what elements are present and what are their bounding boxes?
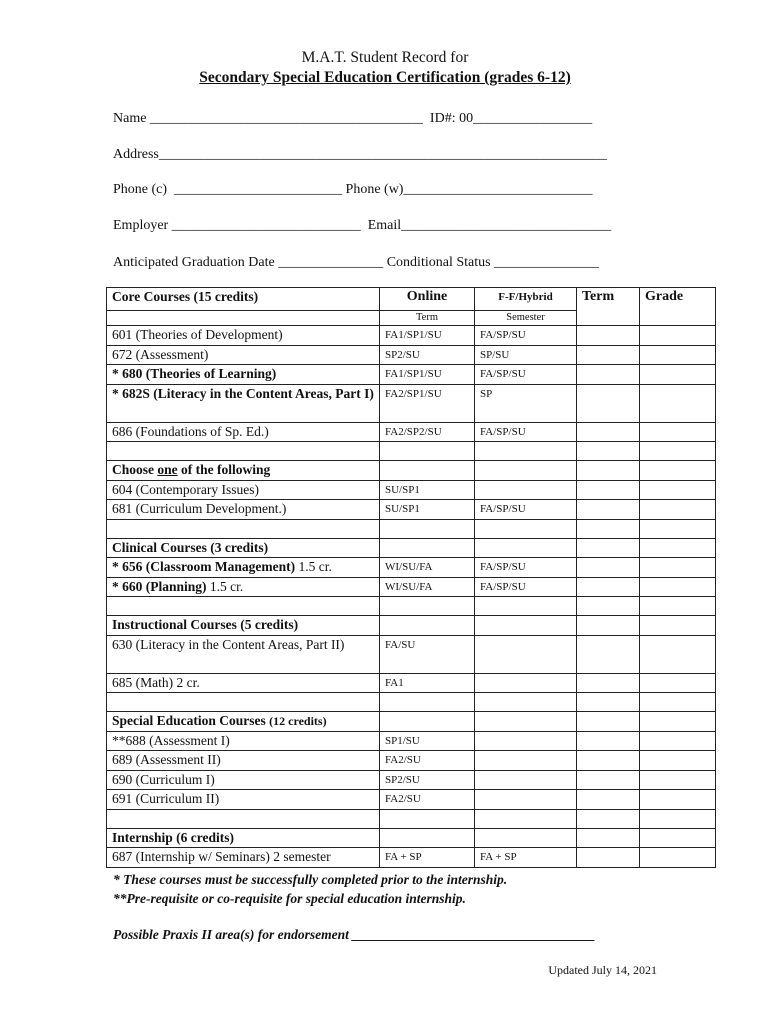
term-cell[interactable] <box>577 790 640 810</box>
special-ed-courses-heading: Special Education Courses (12 credits) <box>107 712 380 732</box>
table-row <box>107 577 716 597</box>
ff-semester-cell: SP/SU <box>475 345 577 365</box>
term-cell[interactable] <box>577 422 640 442</box>
term-cell[interactable] <box>577 770 640 790</box>
table-row <box>107 731 716 751</box>
course-656: * 656 (Classroom Management) 1.5 cr. <box>107 558 380 578</box>
ff-semester-subheader: Semester <box>506 312 545 323</box>
course-689: 689 (Assessment II) <box>107 751 380 771</box>
table-row <box>107 365 716 385</box>
term-header: Term <box>577 288 640 326</box>
address-field[interactable]: Address________________________________________________________________ <box>113 147 607 162</box>
table-row <box>107 480 716 500</box>
term-cell[interactable] <box>577 345 640 365</box>
online-term-cell: SP2/SU <box>380 770 475 790</box>
choose-one-heading: Choose one of the following <box>107 461 380 481</box>
course-687: 687 (Internship w/ Seminars) 2 semester <box>107 848 380 868</box>
course-682s: * 682S (Literacy in the Content Areas, Part I) <box>107 384 380 422</box>
table-row <box>107 461 716 481</box>
online-term-cell: SU/SP1 <box>380 500 475 520</box>
grade-cell[interactable] <box>640 365 716 385</box>
grade-cell[interactable] <box>640 577 716 597</box>
term-cell[interactable] <box>577 673 640 693</box>
spacer-row <box>107 519 716 538</box>
table-row <box>107 558 716 578</box>
instructional-courses-heading: Instructional Courses (5 credits) <box>107 616 380 636</box>
term-cell[interactable] <box>577 558 640 578</box>
online-term-cell: FA2/SU <box>380 751 475 771</box>
grade-cell[interactable] <box>640 558 716 578</box>
term-cell[interactable] <box>577 731 640 751</box>
footnote-prerequisite: * These courses must be successfully completed prior to the internship. <box>113 872 508 887</box>
course-691: 691 (Curriculum II) <box>107 790 380 810</box>
online-term-cell: SP1/SU <box>380 731 475 751</box>
course-630: 630 (Literacy in the Content Areas, Part II) <box>107 635 380 673</box>
course-685: 685 (Math) 2 cr. <box>107 673 380 693</box>
course-record-table <box>106 287 716 868</box>
term-cell[interactable] <box>577 480 640 500</box>
term-cell[interactable] <box>577 751 640 771</box>
course-688: **688 (Assessment I) <box>107 731 380 751</box>
course-681: 681 (Curriculum Development.) <box>107 500 380 520</box>
grade-cell[interactable] <box>640 480 716 500</box>
online-term-cell: FA2/SP2/SU <box>380 422 475 442</box>
grade-cell[interactable] <box>640 384 716 422</box>
table-row <box>107 345 716 365</box>
ff-semester-cell: FA/SP/SU <box>475 500 577 520</box>
praxis-field[interactable]: Possible Praxis II area(s) for endorsement ____________________________________ <box>113 927 596 942</box>
spacer-row <box>107 442 716 461</box>
grade-cell[interactable] <box>640 673 716 693</box>
online-term-cell: FA1 <box>380 673 475 693</box>
grade-cell[interactable] <box>640 422 716 442</box>
footnote-corequisite: **Pre-requisite or co-requisite for special education internship. <box>113 891 466 906</box>
graduation-status-field[interactable]: Anticipated Graduation Date _______________ Conditional Status _______________ <box>113 255 600 270</box>
clinical-courses-heading: Clinical Courses (3 credits) <box>107 538 380 558</box>
grade-cell[interactable] <box>640 770 716 790</box>
online-header: Online <box>406 289 448 304</box>
table-row <box>107 828 716 848</box>
grade-cell[interactable] <box>640 326 716 346</box>
course-680: * 680 (Theories of Learning) <box>107 365 380 385</box>
spacer-row <box>107 693 716 712</box>
spacer-row <box>107 597 716 616</box>
online-term-subheader: Term <box>415 312 438 323</box>
table-header-row <box>107 288 716 311</box>
term-cell[interactable] <box>577 848 640 868</box>
grade-header: Grade <box>640 288 716 326</box>
online-term-cell: FA/SU <box>380 635 475 673</box>
ff-semester-cell: FA/SP/SU <box>475 365 577 385</box>
grade-cell[interactable] <box>640 635 716 673</box>
grade-cell[interactable] <box>640 345 716 365</box>
ff-semester-cell: FA + SP <box>475 848 577 868</box>
online-term-cell: SP2/SU <box>380 345 475 365</box>
table-row <box>107 848 716 868</box>
term-cell[interactable] <box>577 635 640 673</box>
online-term-cell: SU/SP1 <box>380 480 475 500</box>
table-row <box>107 673 716 693</box>
table-row <box>107 500 716 520</box>
core-courses-heading: Core Courses (15 credits) <box>107 288 380 311</box>
table-row <box>107 712 716 732</box>
table-row <box>107 751 716 771</box>
table-row <box>107 538 716 558</box>
grade-cell[interactable] <box>640 500 716 520</box>
grade-cell[interactable] <box>640 751 716 771</box>
online-term-cell: WI/SU/FA <box>380 558 475 578</box>
course-672: 672 (Assessment) <box>107 345 380 365</box>
spacer-row <box>107 809 716 828</box>
online-term-cell: FA1/SP1/SU <box>380 326 475 346</box>
table-row <box>107 790 716 810</box>
term-cell[interactable] <box>577 577 640 597</box>
ff-hybrid-header: F-F/Hybrid <box>498 291 553 303</box>
online-term-cell: FA2/SP1/SU <box>380 384 475 422</box>
table-row <box>107 770 716 790</box>
course-604: 604 (Contemporary Issues) <box>107 480 380 500</box>
online-term-cell: FA + SP <box>380 848 475 868</box>
grade-cell[interactable] <box>640 731 716 751</box>
table-row <box>107 422 716 442</box>
course-686: 686 (Foundations of Sp. Ed.) <box>107 422 380 442</box>
page-subtitle: Secondary Special Education Certification (grades 6-12) <box>199 69 571 86</box>
online-term-cell: FA2/SU <box>380 790 475 810</box>
table-row <box>107 635 716 673</box>
ff-semester-cell: SP <box>475 384 577 422</box>
course-601: 601 (Theories of Development) <box>107 326 380 346</box>
term-cell[interactable] <box>577 384 640 422</box>
grade-cell[interactable] <box>640 848 716 868</box>
table-row <box>107 326 716 346</box>
ff-semester-cell: FA/SP/SU <box>475 422 577 442</box>
table-row <box>107 616 716 636</box>
course-690: 690 (Curriculum I) <box>107 770 380 790</box>
page-title: M.A.T. Student Record for <box>301 49 469 66</box>
updated-date: Updated July 14, 2021 <box>548 963 657 977</box>
name-id-field[interactable]: Name _______________________________________ ID#: 00_________________ <box>113 111 593 126</box>
internship-heading: Internship (6 credits) <box>107 828 380 848</box>
online-term-cell: FA1/SP1/SU <box>380 365 475 385</box>
grade-cell[interactable] <box>640 790 716 810</box>
course-660: * 660 (Planning) 1.5 cr. <box>107 577 380 597</box>
table-row <box>107 384 716 422</box>
ff-semester-cell: FA/SP/SU <box>475 558 577 578</box>
term-cell[interactable] <box>577 365 640 385</box>
term-cell[interactable] <box>577 500 640 520</box>
online-term-cell: WI/SU/FA <box>380 577 475 597</box>
employer-email-field[interactable]: Employer ___________________________ Email______________________________ <box>113 218 612 233</box>
ff-semester-cell: FA/SP/SU <box>475 326 577 346</box>
ff-semester-cell: FA/SP/SU <box>475 577 577 597</box>
term-cell[interactable] <box>577 326 640 346</box>
phone-field[interactable]: Phone (c) ________________________ Phone (w)___________________________ <box>113 182 593 197</box>
